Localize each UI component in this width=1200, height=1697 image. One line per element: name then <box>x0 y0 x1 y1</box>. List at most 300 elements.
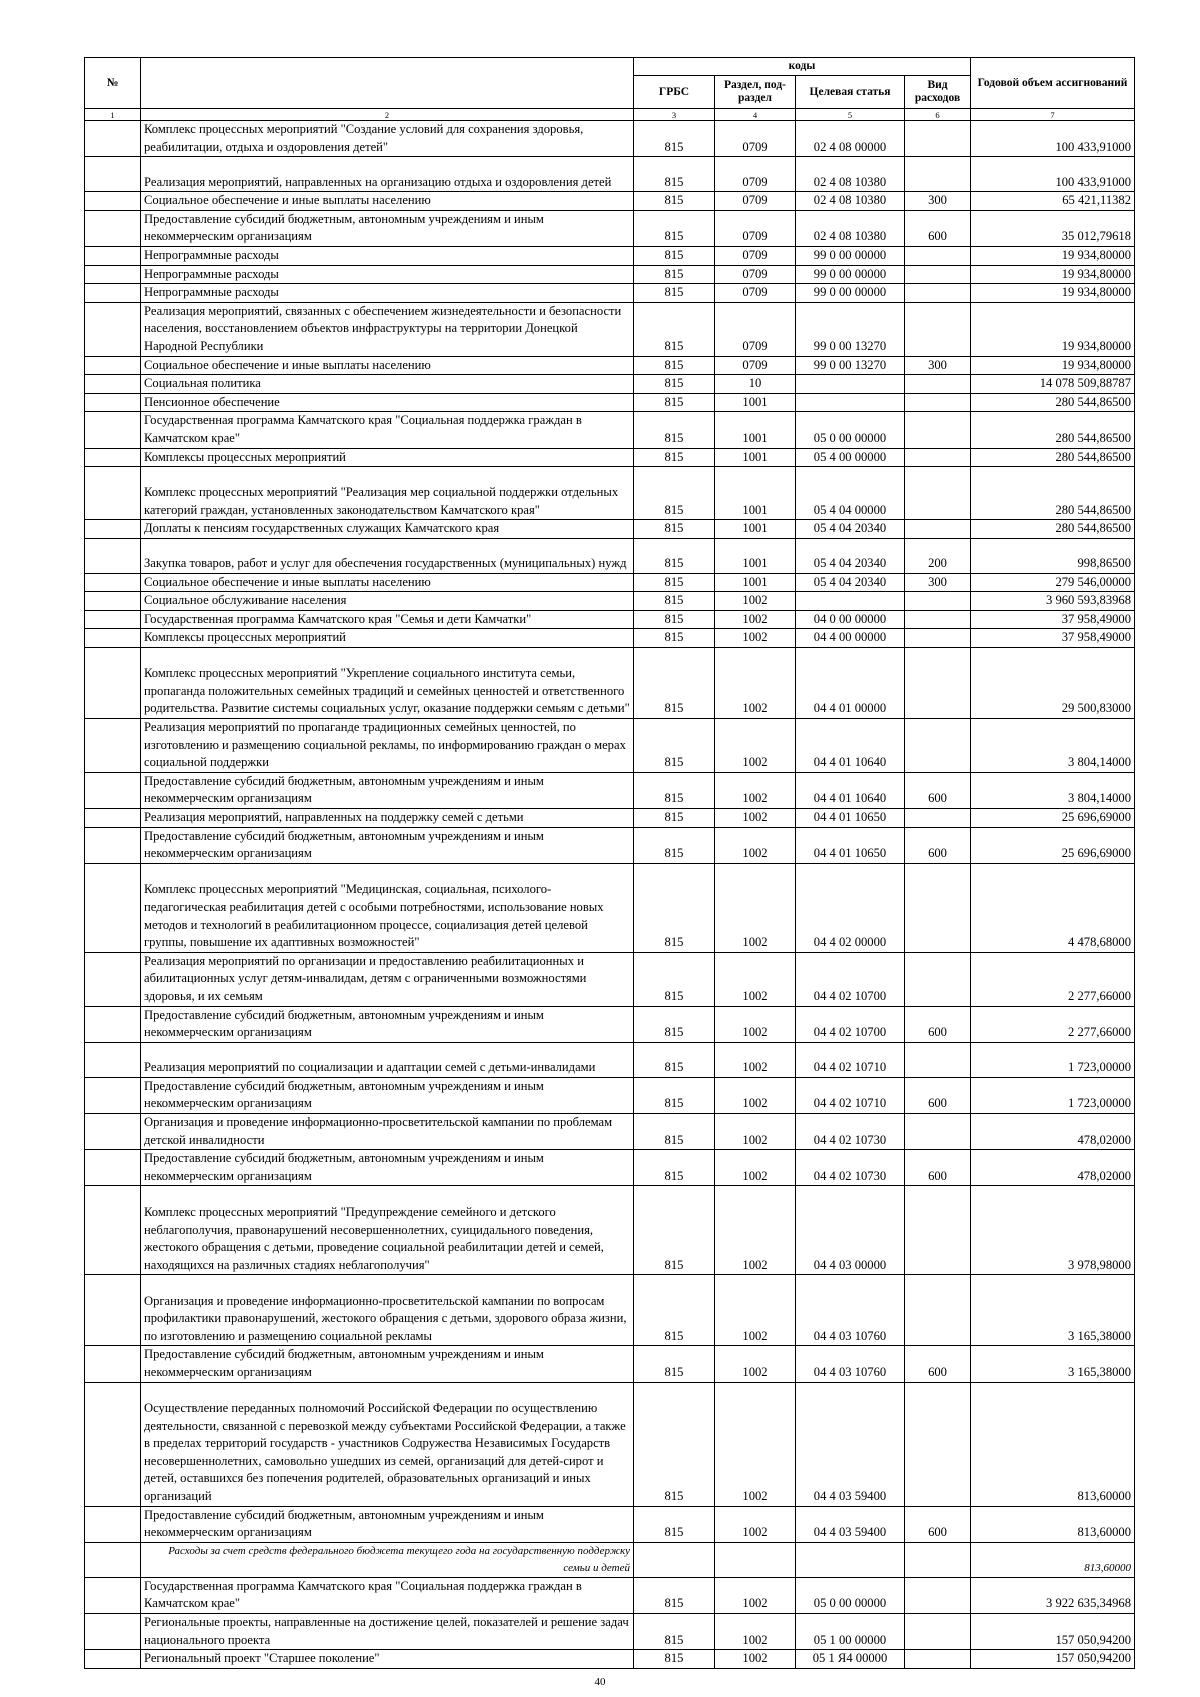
row-grbs-cell: 815 <box>634 1346 715 1382</box>
row-razdel-cell: 1002 <box>715 1077 796 1113</box>
row-tsel-cell: 05 0 00 00000 <box>796 412 905 448</box>
row-name-cell: Социальное обеспечение и иные выплаты населению <box>141 192 634 211</box>
row-sum-cell: 280 544,86500 <box>971 467 1135 520</box>
row-razdel-cell: 0709 <box>715 157 796 192</box>
col-num-header: № <box>85 58 141 109</box>
row-vid-cell <box>905 1577 971 1613</box>
row-sum-cell: 3 978,98000 <box>971 1186 1135 1275</box>
row-grbs-cell: 815 <box>634 192 715 211</box>
row-name-cell: Реализация мероприятий по пропаганде традиционных семейных ценностей, по изготовлению и размещению социальной рекламы, по информированию граждан о мерах социальной поддержки <box>141 719 634 773</box>
table-row <box>85 1275 1135 1346</box>
row-vid-cell: 600 <box>905 1006 971 1042</box>
row-razdel-cell: 1002 <box>715 1006 796 1042</box>
row-grbs-cell: 815 <box>634 393 715 412</box>
row-sum-cell: 4 478,68000 <box>971 863 1135 952</box>
row-tsel-cell: 05 1 00 00000 <box>796 1613 905 1649</box>
row-razdel-cell: 0709 <box>715 246 796 265</box>
row-vid-cell: 600 <box>905 1077 971 1113</box>
row-razdel-cell: 0709 <box>715 121 796 157</box>
row-tsel-cell: 99 0 00 00000 <box>796 265 905 284</box>
row-name-cell: Доплаты к пенсиям государственных служащих Камчатского края <box>141 520 634 539</box>
table-row <box>85 1186 1135 1275</box>
table-row <box>85 210 1135 246</box>
row-name-cell: Комплекс процессных мероприятий "Создание условий для сохранения здоровья, реабилитации, отдыха и оздоровления детей" <box>141 121 634 157</box>
row-vid-cell <box>905 246 971 265</box>
row-num-cell <box>85 448 141 467</box>
row-razdel-cell: 1002 <box>715 827 796 863</box>
row-num-cell <box>85 1150 141 1186</box>
table-row <box>85 1506 1135 1542</box>
row-tsel-cell: 04 4 01 00000 <box>796 648 905 719</box>
row-razdel-cell: 10 <box>715 375 796 394</box>
row-sum-cell: 37 958,49000 <box>971 629 1135 648</box>
table-row <box>85 192 1135 211</box>
row-name-cell: Социальное обеспечение и иные выплаты населению <box>141 356 634 375</box>
row-grbs-cell: 815 <box>634 952 715 1006</box>
row-name-cell: Предоставление субсидий бюджетным, автономным учреждениям и иным некоммерческим организациям <box>141 1006 634 1042</box>
row-sum-cell: 279 546,00000 <box>971 573 1135 592</box>
row-vid-cell: 600 <box>905 1506 971 1542</box>
row-name-cell: Закупка товаров, работ и услуг для обеспечения государственных (муниципальных) нужд <box>141 538 634 573</box>
row-num-cell <box>85 412 141 448</box>
row-grbs-cell: 815 <box>634 210 715 246</box>
row-razdel-cell: 1002 <box>715 809 796 828</box>
row-vid-cell <box>905 412 971 448</box>
row-grbs-cell: 815 <box>634 648 715 719</box>
table-row <box>85 448 1135 467</box>
row-razdel-cell: 1002 <box>715 1275 796 1346</box>
row-name-cell: Организация и проведение информационно-просветительской кампании по проблемам детской инвалидности <box>141 1113 634 1149</box>
row-tsel-cell: 05 1 Я4 00000 <box>796 1650 905 1669</box>
row-grbs-cell: 815 <box>634 1006 715 1042</box>
row-sum-cell: 19 934,80000 <box>971 246 1135 265</box>
row-num-cell <box>85 1542 141 1577</box>
row-tsel-cell: 04 4 02 10730 <box>796 1113 905 1149</box>
table-row <box>85 1382 1135 1506</box>
table-row <box>85 284 1135 303</box>
row-tsel-cell: 04 4 03 59400 <box>796 1382 905 1506</box>
row-name-cell: Предоставление субсидий бюджетным, автономным учреждениям и иным некоммерческим организациям <box>141 1150 634 1186</box>
row-num-cell <box>85 375 141 394</box>
row-grbs-cell: 815 <box>634 284 715 303</box>
row-sum-cell: 1 723,00000 <box>971 1042 1135 1077</box>
row-num-cell <box>85 210 141 246</box>
row-vid-cell <box>905 809 971 828</box>
table-row <box>85 1042 1135 1077</box>
row-num-cell <box>85 827 141 863</box>
row-num-cell <box>85 1006 141 1042</box>
row-tsel-cell: 05 0 00 00000 <box>796 1577 905 1613</box>
row-grbs-cell: 815 <box>634 467 715 520</box>
row-sum-cell: 100 433,91000 <box>971 121 1135 157</box>
row-name-cell: Непрограммные расходы <box>141 284 634 303</box>
row-vid-cell: 300 <box>905 356 971 375</box>
table-row <box>85 592 1135 611</box>
row-sum-cell: 100 433,91000 <box>971 157 1135 192</box>
row-grbs-cell: 815 <box>634 1113 715 1149</box>
row-razdel-cell: 0709 <box>715 302 796 356</box>
row-razdel-cell: 1002 <box>715 1506 796 1542</box>
row-tsel-cell: 05 4 04 00000 <box>796 467 905 520</box>
row-grbs-cell: 815 <box>634 1077 715 1113</box>
row-grbs-cell: 815 <box>634 1186 715 1275</box>
table-row <box>85 246 1135 265</box>
row-razdel-cell: 1001 <box>715 467 796 520</box>
row-razdel-cell: 1002 <box>715 952 796 1006</box>
table-row <box>85 356 1135 375</box>
row-vid-cell <box>905 1613 971 1649</box>
row-razdel-cell: 1002 <box>715 629 796 648</box>
row-grbs-cell: 815 <box>634 157 715 192</box>
row-vid-cell <box>905 1042 971 1077</box>
table-row <box>85 573 1135 592</box>
row-grbs-cell: 815 <box>634 1577 715 1613</box>
row-sum-cell: 813,60000 <box>971 1382 1135 1506</box>
row-tsel-cell: 99 0 00 00000 <box>796 284 905 303</box>
row-num-cell <box>85 302 141 356</box>
row-tsel-cell: 04 4 02 10730 <box>796 1150 905 1186</box>
table-row <box>85 648 1135 719</box>
row-tsel-cell: 04 4 02 00000 <box>796 863 905 952</box>
row-name-cell: Осуществление переданных полномочий Российской Федерации по осуществлению деятельности, связанной с перевозкой между субъектами Российской Федерации, а также в пределах территорий государств - участников Содружества Независимых Государств несовершеннолетних, самовольно ушедших из семей, организаций для детей-сирот и детей, оставшихся без попечения родителей, образовательных организаций и иных организаций <box>141 1382 634 1506</box>
row-num-cell <box>85 393 141 412</box>
row-vid-cell: 600 <box>905 827 971 863</box>
row-sum-cell: 998,86500 <box>971 538 1135 573</box>
row-vid-cell <box>905 157 971 192</box>
row-razdel-cell: 0709 <box>715 192 796 211</box>
row-tsel-cell: 04 4 00 00000 <box>796 629 905 648</box>
table-row <box>85 1613 1135 1649</box>
row-sum-cell: 3 922 635,34968 <box>971 1577 1135 1613</box>
table-header <box>85 58 1135 121</box>
row-sum-cell: 478,02000 <box>971 1150 1135 1186</box>
row-tsel-cell: 02 4 08 00000 <box>796 121 905 157</box>
col-tsel-header: Целевая статья <box>796 76 905 109</box>
row-tsel-cell: 04 4 03 59400 <box>796 1506 905 1542</box>
table-row <box>85 121 1135 157</box>
row-razdel-cell: 1002 <box>715 1577 796 1613</box>
row-name-cell: Расходы за счет средств федерального бюджета текущего года на государственную поддержку семьи и детей <box>141 1542 634 1577</box>
row-name-cell: Организация и проведение информационно-просветительской кампании по вопросам профилактики правонарушений, жестокого обращения с детьми, здорового образа жизни, по изготовлению и размещению социальной рекламы <box>141 1275 634 1346</box>
row-name-cell: Комплекс процессных мероприятий "Предупреждение семейного и детского неблагополучия, правонарушений несовершеннолетних, суицидального поведения, жестокого обращения с детьми, проведение социальной реабилитации детей и семей, находящихся на различных стадиях неблагополучия" <box>141 1186 634 1275</box>
row-razdel-cell: 0709 <box>715 210 796 246</box>
row-vid-cell <box>905 719 971 773</box>
row-vid-cell <box>905 952 971 1006</box>
row-grbs-cell: 815 <box>634 573 715 592</box>
row-sum-cell: 25 696,69000 <box>971 809 1135 828</box>
row-tsel-cell: 05 4 04 20340 <box>796 573 905 592</box>
row-name-cell: Социальное обслуживание населения <box>141 592 634 611</box>
row-vid-cell: 200 <box>905 538 971 573</box>
row-sum-cell: 813,60000 <box>971 1506 1135 1542</box>
row-razdel-cell: 1002 <box>715 1113 796 1149</box>
row-sum-cell: 280 544,86500 <box>971 393 1135 412</box>
row-grbs-cell: 815 <box>634 448 715 467</box>
table-row <box>85 1346 1135 1382</box>
row-grbs-cell <box>634 1542 715 1577</box>
row-num-cell <box>85 1613 141 1649</box>
row-razdel-cell: 0709 <box>715 265 796 284</box>
row-grbs-cell: 815 <box>634 1506 715 1542</box>
row-razdel-cell: 1002 <box>715 1613 796 1649</box>
row-num-cell <box>85 648 141 719</box>
row-num-cell <box>85 809 141 828</box>
row-sum-cell: 478,02000 <box>971 1113 1135 1149</box>
row-name-cell: Реализация мероприятий, связанных с обеспечением жизнедеятельности и безопасности населения, восстановлением объектов инфраструктуры на территории Донецкой Народной Республики <box>141 302 634 356</box>
col-number-4: 4 <box>715 109 796 121</box>
row-tsel-cell: 04 4 01 10650 <box>796 809 905 828</box>
table-row <box>85 1650 1135 1669</box>
row-tsel-cell: 04 0 00 00000 <box>796 610 905 629</box>
col-number-2: 2 <box>141 109 634 121</box>
table-row <box>85 412 1135 448</box>
table-row <box>85 302 1135 356</box>
row-grbs-cell: 815 <box>634 772 715 808</box>
table-row <box>85 467 1135 520</box>
row-vid-cell <box>905 1382 971 1506</box>
row-vid-cell <box>905 393 971 412</box>
row-vid-cell <box>905 1186 971 1275</box>
row-sum-cell: 280 544,86500 <box>971 520 1135 539</box>
table-row <box>85 772 1135 808</box>
table-row <box>85 1150 1135 1186</box>
row-vid-cell <box>905 610 971 629</box>
codes-header: коды <box>634 58 971 76</box>
row-sum-cell: 19 934,80000 <box>971 284 1135 303</box>
row-name-cell: Реализация мероприятий, направленных на организацию отдыха и оздоровления детей <box>141 157 634 192</box>
row-grbs-cell: 815 <box>634 827 715 863</box>
row-grbs-cell: 815 <box>634 520 715 539</box>
row-razdel-cell: 1001 <box>715 538 796 573</box>
row-name-cell: Реализация мероприятий по социализации и адаптации семей с детьми-инвалидами <box>141 1042 634 1077</box>
row-razdel-cell: 0709 <box>715 284 796 303</box>
table-row <box>85 863 1135 952</box>
row-name-cell: Комплекс процессных мероприятий "Укрепление социального института семьи, пропаганда положительных семейных традиций и семейных ценностей и ответственного родительства. Развитие системы социальных услуг, оказание поддержки семьям с детьми" <box>141 648 634 719</box>
row-sum-cell: 3 804,14000 <box>971 719 1135 773</box>
row-sum-cell: 19 934,80000 <box>971 302 1135 356</box>
row-tsel-cell: 04 4 01 10640 <box>796 719 905 773</box>
table-row <box>85 157 1135 192</box>
row-razdel-cell: 1002 <box>715 1650 796 1669</box>
row-vid-cell <box>905 121 971 157</box>
row-name-cell: Государственная программа Камчатского края "Семья и дети Камчатки" <box>141 610 634 629</box>
row-tsel-cell: 04 4 01 10650 <box>796 827 905 863</box>
table-row <box>85 952 1135 1006</box>
row-sum-cell: 1 723,00000 <box>971 1077 1135 1113</box>
row-num-cell <box>85 772 141 808</box>
row-razdel-cell: 1001 <box>715 520 796 539</box>
row-sum-cell: 19 934,80000 <box>971 265 1135 284</box>
row-razdel-cell: 1001 <box>715 573 796 592</box>
row-razdel-cell: 1002 <box>715 1042 796 1077</box>
row-razdel-cell: 1002 <box>715 1346 796 1382</box>
row-vid-cell <box>905 863 971 952</box>
row-grbs-cell: 815 <box>634 1650 715 1669</box>
row-num-cell <box>85 1077 141 1113</box>
row-num-cell <box>85 592 141 611</box>
row-vid-cell: 600 <box>905 210 971 246</box>
row-grbs-cell: 815 <box>634 121 715 157</box>
row-vid-cell: 600 <box>905 772 971 808</box>
col-razdel-header: Раздел, под-раздел <box>715 76 796 109</box>
row-razdel-cell: 1001 <box>715 393 796 412</box>
budget-table <box>84 57 1135 1669</box>
row-razdel-cell: 1002 <box>715 1186 796 1275</box>
table-row <box>85 538 1135 573</box>
row-sum-cell: 19 934,80000 <box>971 356 1135 375</box>
row-tsel-cell: 99 0 00 13270 <box>796 302 905 356</box>
row-vid-cell <box>905 1275 971 1346</box>
row-tsel-cell: 04 4 02 10700 <box>796 952 905 1006</box>
table-row <box>85 629 1135 648</box>
row-razdel-cell: 1001 <box>715 412 796 448</box>
row-tsel-cell <box>796 1542 905 1577</box>
row-num-cell <box>85 284 141 303</box>
row-name-cell: Комплексы процессных мероприятий <box>141 448 634 467</box>
row-grbs-cell: 815 <box>634 265 715 284</box>
row-razdel-cell: 1002 <box>715 1382 796 1506</box>
table-row <box>85 719 1135 773</box>
row-tsel-cell: 04 4 03 10760 <box>796 1346 905 1382</box>
row-num-cell <box>85 1113 141 1149</box>
row-sum-cell: 3 165,38000 <box>971 1275 1135 1346</box>
row-razdel-cell: 1002 <box>715 863 796 952</box>
row-grbs-cell: 815 <box>634 1042 715 1077</box>
row-tsel-cell: 05 4 04 20340 <box>796 538 905 573</box>
col-sum-header: Годовой объем ассигнований <box>971 58 1135 109</box>
table-row <box>85 1577 1135 1613</box>
row-num-cell <box>85 952 141 1006</box>
row-grbs-cell: 815 <box>634 1382 715 1506</box>
row-tsel-cell: 02 4 08 10380 <box>796 210 905 246</box>
row-vid-cell: 300 <box>905 573 971 592</box>
row-num-cell <box>85 265 141 284</box>
row-num-cell <box>85 1577 141 1613</box>
row-tsel-cell <box>796 592 905 611</box>
row-num-cell <box>85 1382 141 1506</box>
row-grbs-cell: 815 <box>634 1150 715 1186</box>
row-num-cell <box>85 1042 141 1077</box>
row-num-cell <box>85 863 141 952</box>
row-sum-cell: 2 277,66000 <box>971 952 1135 1006</box>
row-name-cell: Государственная программа Камчатского края "Социальная поддержка граждан в Камчатском крае" <box>141 1577 634 1613</box>
row-sum-cell: 813,60000 <box>971 1542 1135 1577</box>
row-sum-cell: 280 544,86500 <box>971 448 1135 467</box>
row-vid-cell: 600 <box>905 1346 971 1382</box>
row-tsel-cell: 05 4 00 00000 <box>796 448 905 467</box>
row-tsel-cell: 99 0 00 00000 <box>796 246 905 265</box>
row-razdel-cell: 1001 <box>715 448 796 467</box>
row-num-cell <box>85 538 141 573</box>
table-row <box>85 520 1135 539</box>
row-tsel-cell <box>796 393 905 412</box>
row-tsel-cell: 99 0 00 13270 <box>796 356 905 375</box>
row-name-cell: Реализация мероприятий по организации и предоставлению реабилитационных и абилитационных услуг детям-инвалидам, детям с ограниченными возможностями здоровья, и их семьям <box>141 952 634 1006</box>
row-sum-cell: 65 421,11382 <box>971 192 1135 211</box>
row-name-cell: Социальная политика <box>141 375 634 394</box>
row-sum-cell: 3 804,14000 <box>971 772 1135 808</box>
table-body <box>85 121 1135 1669</box>
row-sum-cell: 157 050,94200 <box>971 1650 1135 1669</box>
row-grbs-cell: 815 <box>634 719 715 773</box>
row-name-cell: Комплекс процессных мероприятий "Реализация мер социальной поддержки отдельных категорий граждан, установленных законодательством Камчатского края" <box>141 467 634 520</box>
row-num-cell <box>85 192 141 211</box>
row-sum-cell: 25 696,69000 <box>971 827 1135 863</box>
row-sum-cell: 280 544,86500 <box>971 412 1135 448</box>
col-number-1: 1 <box>85 109 141 121</box>
row-name-cell: Пенсионное обеспечение <box>141 393 634 412</box>
row-vid-cell <box>905 592 971 611</box>
row-razdel-cell <box>715 1542 796 1577</box>
row-grbs-cell: 815 <box>634 629 715 648</box>
row-name-cell: Предоставление субсидий бюджетным, автономным учреждениям и иным некоммерческим организациям <box>141 210 634 246</box>
table-row <box>85 1542 1135 1577</box>
row-name-cell: Комплексы процессных мероприятий <box>141 629 634 648</box>
row-name-cell: Предоставление субсидий бюджетным, автономным учреждениям и иным некоммерческим организациям <box>141 1077 634 1113</box>
row-name-cell: Непрограммные расходы <box>141 265 634 284</box>
row-vid-cell <box>905 265 971 284</box>
table-row <box>85 809 1135 828</box>
row-sum-cell: 3 960 593,83968 <box>971 592 1135 611</box>
table-row <box>85 1077 1135 1113</box>
row-sum-cell: 29 500,83000 <box>971 648 1135 719</box>
row-num-cell <box>85 1650 141 1669</box>
col-number-7: 7 <box>971 109 1135 121</box>
row-razdel-cell: 1002 <box>715 648 796 719</box>
row-num-cell <box>85 719 141 773</box>
row-tsel-cell: 04 4 02 10710 <box>796 1042 905 1077</box>
budget-table-page <box>84 57 1134 1669</box>
row-tsel-cell: 04 4 02 10700 <box>796 1006 905 1042</box>
row-num-cell <box>85 356 141 375</box>
row-sum-cell: 2 277,66000 <box>971 1006 1135 1042</box>
table-row <box>85 375 1135 394</box>
row-razdel-cell: 1002 <box>715 592 796 611</box>
row-grbs-cell: 815 <box>634 356 715 375</box>
table-row <box>85 393 1135 412</box>
row-grbs-cell: 815 <box>634 1613 715 1649</box>
row-vid-cell <box>905 467 971 520</box>
col-name-header <box>141 58 634 109</box>
row-grbs-cell: 815 <box>634 809 715 828</box>
row-name-cell: Непрограммные расходы <box>141 246 634 265</box>
row-grbs-cell: 815 <box>634 610 715 629</box>
row-razdel-cell: 1002 <box>715 719 796 773</box>
row-grbs-cell: 815 <box>634 592 715 611</box>
row-tsel-cell: 04 4 03 00000 <box>796 1186 905 1275</box>
row-vid-cell <box>905 520 971 539</box>
row-tsel-cell: 02 4 08 10380 <box>796 157 905 192</box>
row-vid-cell <box>905 648 971 719</box>
row-num-cell <box>85 1506 141 1542</box>
row-sum-cell: 35 012,79618 <box>971 210 1135 246</box>
page-number: 40 <box>594 1676 606 1688</box>
row-num-cell <box>85 573 141 592</box>
row-grbs-cell: 815 <box>634 1275 715 1346</box>
row-name-cell: Региональный проект "Старшее поколение" <box>141 1650 634 1669</box>
col-number-3: 3 <box>634 109 715 121</box>
row-razdel-cell: 0709 <box>715 356 796 375</box>
row-num-cell <box>85 1346 141 1382</box>
row-grbs-cell: 815 <box>634 538 715 573</box>
row-name-cell: Реализация мероприятий, направленных на поддержку семей с детьми <box>141 809 634 828</box>
table-row <box>85 610 1135 629</box>
row-vid-cell <box>905 1113 971 1149</box>
row-sum-cell: 14 078 509,88787 <box>971 375 1135 394</box>
row-num-cell <box>85 1275 141 1346</box>
row-vid-cell: 600 <box>905 1150 971 1186</box>
row-vid-cell <box>905 1650 971 1669</box>
